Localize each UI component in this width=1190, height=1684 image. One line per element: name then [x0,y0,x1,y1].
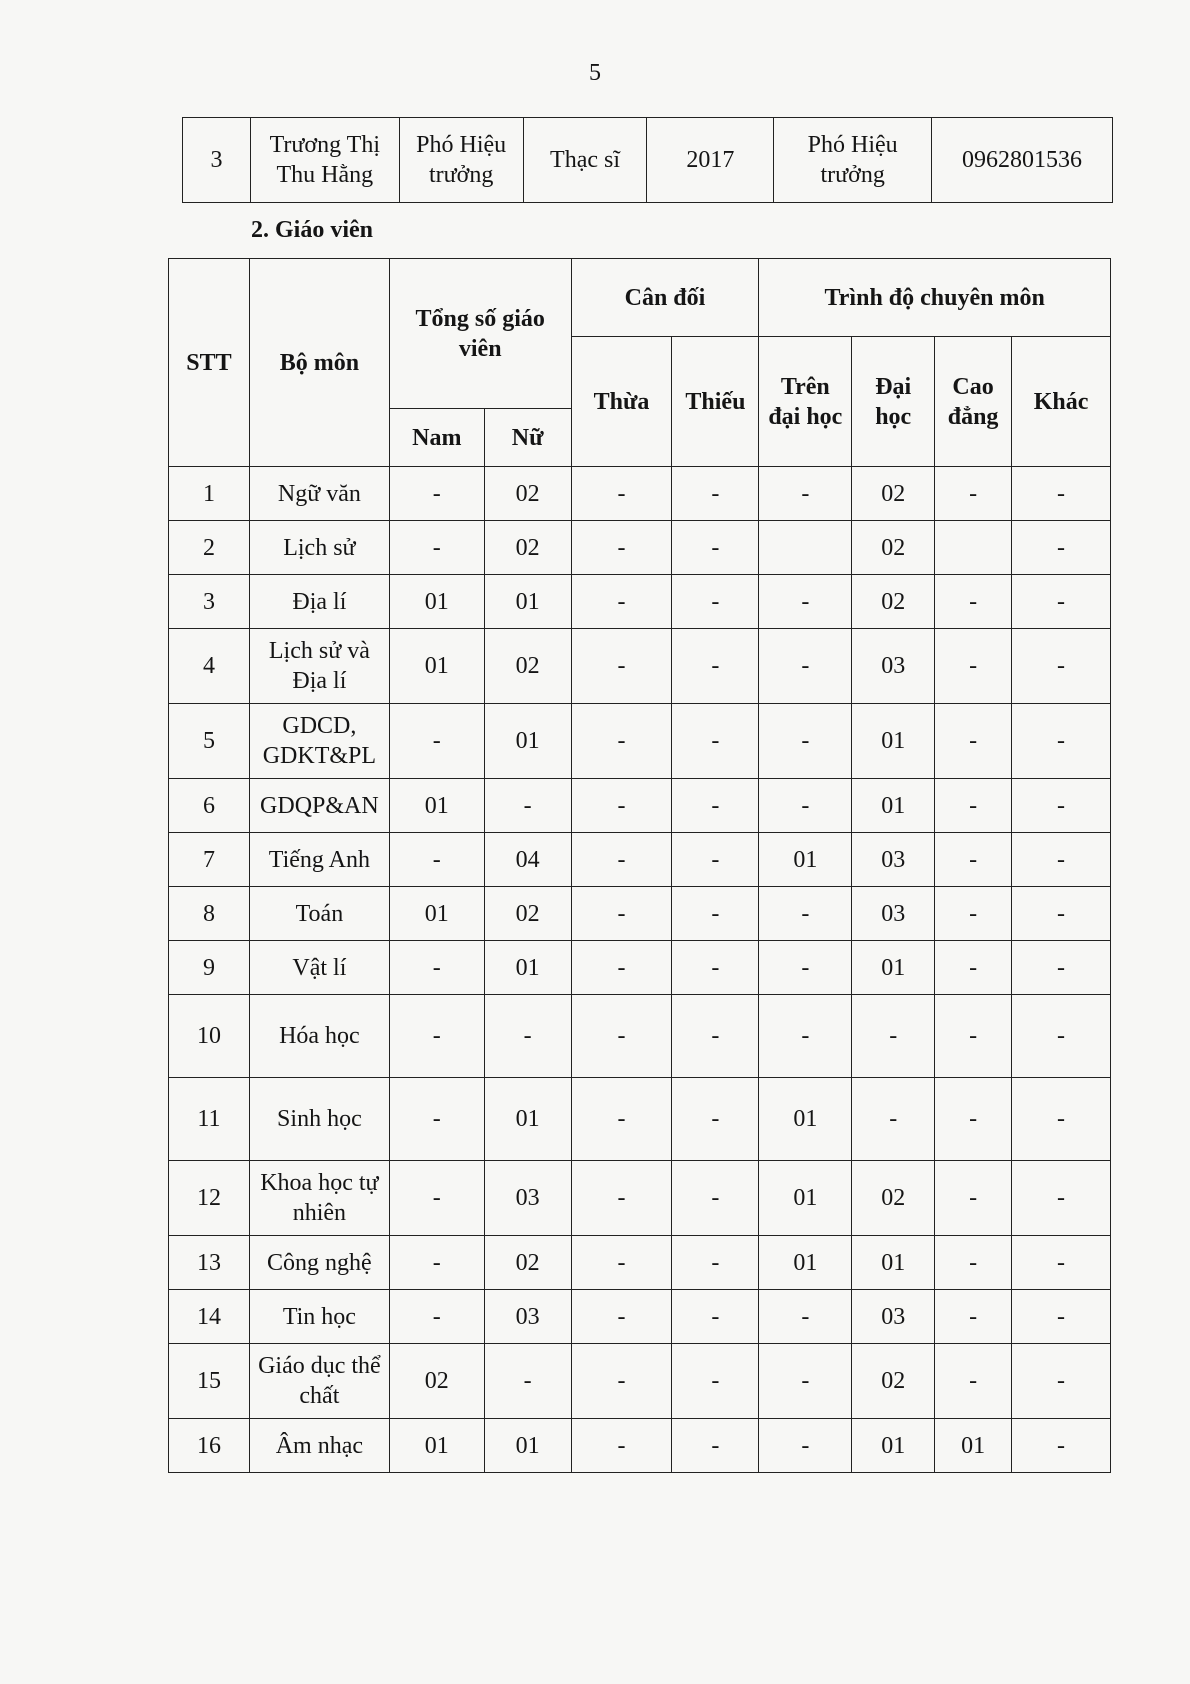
cell-surplus: - [571,1236,672,1290]
cell-college: - [935,1236,1012,1290]
cell-stt: 4 [169,629,250,704]
cell-shortage: - [672,467,759,521]
cell-female: - [484,779,571,833]
staff-year: 2017 [647,118,774,203]
staff-table [182,117,1113,203]
staff-name: Trương Thị Thu Hằng [250,118,399,203]
cell-male: - [389,1078,484,1161]
staff-stt: 3 [183,118,251,203]
cell-postgrad: - [759,575,852,629]
cell-other: - [1012,833,1111,887]
cell-other: - [1012,1344,1111,1419]
cell-stt: 10 [169,995,250,1078]
cell-other: - [1012,521,1111,575]
cell-male: - [389,1236,484,1290]
cell-male: 01 [389,887,484,941]
cell-university: 01 [852,779,935,833]
cell-shortage: - [672,1078,759,1161]
header-university: Đại học [852,337,935,467]
table-row [169,1078,1111,1161]
cell-university: - [852,995,935,1078]
cell-college: 01 [935,1419,1012,1473]
cell-college [935,521,1012,575]
cell-college: - [935,629,1012,704]
cell-other: - [1012,467,1111,521]
staff-position: Phó Hiệu trưởng [399,118,523,203]
cell-shortage: - [672,521,759,575]
table-row [169,941,1111,995]
cell-postgrad: - [759,887,852,941]
cell-female: 01 [484,1078,571,1161]
cell-male: 01 [389,575,484,629]
cell-female: 01 [484,704,571,779]
cell-postgrad: - [759,1344,852,1419]
cell-university: - [852,1078,935,1161]
cell-surplus: - [571,1161,672,1236]
cell-surplus: - [571,521,672,575]
cell-stt: 14 [169,1290,250,1344]
cell-stt: 9 [169,941,250,995]
cell-female: 03 [484,1161,571,1236]
header-college: Cao đẳng [935,337,1012,467]
cell-subject: Lịch sử và Địa lí [249,629,389,704]
cell-female: 02 [484,629,571,704]
cell-male: - [389,1290,484,1344]
cell-subject: Âm nhạc [249,1419,389,1473]
header-balance: Cân đối [571,259,759,337]
cell-stt: 5 [169,704,250,779]
cell-other: - [1012,1419,1111,1473]
cell-male: 02 [389,1344,484,1419]
cell-male: 01 [389,1419,484,1473]
cell-stt: 3 [169,575,250,629]
cell-other: - [1012,995,1111,1078]
cell-shortage: - [672,941,759,995]
cell-college: - [935,1161,1012,1236]
cell-other: - [1012,629,1111,704]
cell-shortage: - [672,1290,759,1344]
cell-shortage: - [672,704,759,779]
cell-stt: 15 [169,1344,250,1419]
cell-stt: 1 [169,467,250,521]
table-row [169,467,1111,521]
cell-college: - [935,995,1012,1078]
cell-subject: Giáo dục thể chất [249,1344,389,1419]
cell-female: - [484,995,571,1078]
cell-stt: 8 [169,887,250,941]
cell-other: - [1012,941,1111,995]
cell-male: - [389,704,484,779]
cell-shortage: - [672,1344,759,1419]
table-row [169,1236,1111,1290]
cell-female: 02 [484,521,571,575]
cell-stt: 6 [169,779,250,833]
cell-male: 01 [389,779,484,833]
cell-female: 02 [484,1236,571,1290]
cell-college: - [935,1290,1012,1344]
cell-surplus: - [571,995,672,1078]
cell-surplus: - [571,629,672,704]
cell-university: 01 [852,1419,935,1473]
cell-university: 02 [852,1344,935,1419]
table-row [169,833,1111,887]
cell-college: - [935,575,1012,629]
cell-female: 03 [484,1290,571,1344]
cell-college: - [935,1078,1012,1161]
cell-stt: 2 [169,521,250,575]
header-total: Tổng số giáo viên [389,259,571,409]
cell-college: - [935,833,1012,887]
cell-other: - [1012,1161,1111,1236]
cell-surplus: - [571,1419,672,1473]
header-male: Nam [389,409,484,467]
cell-male: - [389,1161,484,1236]
cell-university: 01 [852,1236,935,1290]
cell-female: 01 [484,1419,571,1473]
cell-female: 01 [484,575,571,629]
cell-subject: Hóa học [249,995,389,1078]
cell-other: - [1012,1078,1111,1161]
cell-male: - [389,521,484,575]
cell-university: 02 [852,1161,935,1236]
table-row [169,1419,1111,1473]
cell-postgrad: 01 [759,1161,852,1236]
header-postgrad: Trên đại học [759,337,852,467]
cell-other: - [1012,704,1111,779]
cell-female: 02 [484,467,571,521]
table-row [169,1290,1111,1344]
cell-subject: Sinh học [249,1078,389,1161]
cell-postgrad: 01 [759,833,852,887]
cell-shortage: - [672,995,759,1078]
cell-subject: Tin học [249,1290,389,1344]
cell-shortage: - [672,1419,759,1473]
cell-male: - [389,467,484,521]
cell-subject: GDQP&AN [249,779,389,833]
cell-college: - [935,1344,1012,1419]
cell-university: 03 [852,629,935,704]
cell-subject: Toán [249,887,389,941]
cell-surplus: - [571,704,672,779]
cell-other: - [1012,575,1111,629]
cell-postgrad: - [759,629,852,704]
page-number: 5 [589,60,601,86]
cell-shortage: - [672,575,759,629]
teacher-table-body [169,467,1111,1473]
cell-surplus: - [571,833,672,887]
cell-shortage: - [672,779,759,833]
staff-role: Phó Hiệu trưởng [774,118,932,203]
cell-other: - [1012,779,1111,833]
cell-postgrad: - [759,704,852,779]
table-row [169,704,1111,779]
teacher-table [168,258,1111,1473]
cell-postgrad: - [759,1290,852,1344]
cell-postgrad: - [759,1419,852,1473]
cell-stt: 11 [169,1078,250,1161]
cell-college: - [935,941,1012,995]
cell-subject: Công nghệ [249,1236,389,1290]
table-row [169,521,1111,575]
cell-surplus: - [571,1290,672,1344]
cell-surplus: - [571,467,672,521]
header-surplus: Thừa [571,337,672,467]
staff-degree: Thạc sĩ [523,118,647,203]
cell-surplus: - [571,1078,672,1161]
cell-male: 01 [389,629,484,704]
cell-subject: Địa lí [249,575,389,629]
cell-subject: Tiếng Anh [249,833,389,887]
cell-subject: Khoa học tự nhiên [249,1161,389,1236]
cell-postgrad: - [759,941,852,995]
table-row [169,1344,1111,1419]
cell-college: - [935,467,1012,521]
cell-university: 03 [852,833,935,887]
table-row [169,779,1111,833]
cell-stt: 12 [169,1161,250,1236]
cell-university: 01 [852,704,935,779]
cell-shortage: - [672,833,759,887]
cell-shortage: - [672,629,759,704]
cell-university: 03 [852,1290,935,1344]
cell-female: 04 [484,833,571,887]
cell-postgrad: - [759,467,852,521]
cell-university: 02 [852,467,935,521]
cell-shortage: - [672,887,759,941]
section-heading: 2. Giáo viên [251,217,374,243]
staff-row [183,118,1113,203]
cell-postgrad: 01 [759,1078,852,1161]
cell-shortage: - [672,1236,759,1290]
cell-surplus: - [571,941,672,995]
cell-university: 01 [852,941,935,995]
table-row [169,1161,1111,1236]
cell-other: - [1012,1290,1111,1344]
cell-male: - [389,995,484,1078]
cell-postgrad: 01 [759,1236,852,1290]
cell-stt: 7 [169,833,250,887]
cell-female: - [484,1344,571,1419]
cell-surplus: - [571,887,672,941]
header-female: Nữ [484,409,571,467]
header-row-1 [169,259,1111,337]
cell-other: - [1012,1236,1111,1290]
table-row [169,629,1111,704]
cell-subject: Ngữ văn [249,467,389,521]
cell-postgrad: - [759,779,852,833]
cell-college: - [935,704,1012,779]
staff-phone: 0962801536 [932,118,1113,203]
header-other: Khác [1012,337,1111,467]
cell-male: - [389,833,484,887]
cell-surplus: - [571,779,672,833]
cell-postgrad: - [759,995,852,1078]
cell-other: - [1012,887,1111,941]
table-row [169,575,1111,629]
cell-college: - [935,779,1012,833]
cell-shortage: - [672,1161,759,1236]
cell-male: - [389,941,484,995]
cell-surplus: - [571,575,672,629]
cell-university: 02 [852,521,935,575]
cell-postgrad [759,521,852,575]
header-qualification: Trình độ chuyên môn [759,259,1111,337]
cell-subject: GDCD, GDKT&PL [249,704,389,779]
cell-subject: Lịch sử [249,521,389,575]
header-stt: STT [169,259,250,467]
cell-university: 03 [852,887,935,941]
cell-stt: 13 [169,1236,250,1290]
cell-female: 02 [484,887,571,941]
table-row [169,995,1111,1078]
cell-female: 01 [484,941,571,995]
cell-stt: 16 [169,1419,250,1473]
cell-university: 02 [852,575,935,629]
cell-surplus: - [571,1344,672,1419]
cell-subject: Vật lí [249,941,389,995]
table-row [169,887,1111,941]
cell-college: - [935,887,1012,941]
header-shortage: Thiếu [672,337,759,467]
header-subject: Bộ môn [249,259,389,467]
